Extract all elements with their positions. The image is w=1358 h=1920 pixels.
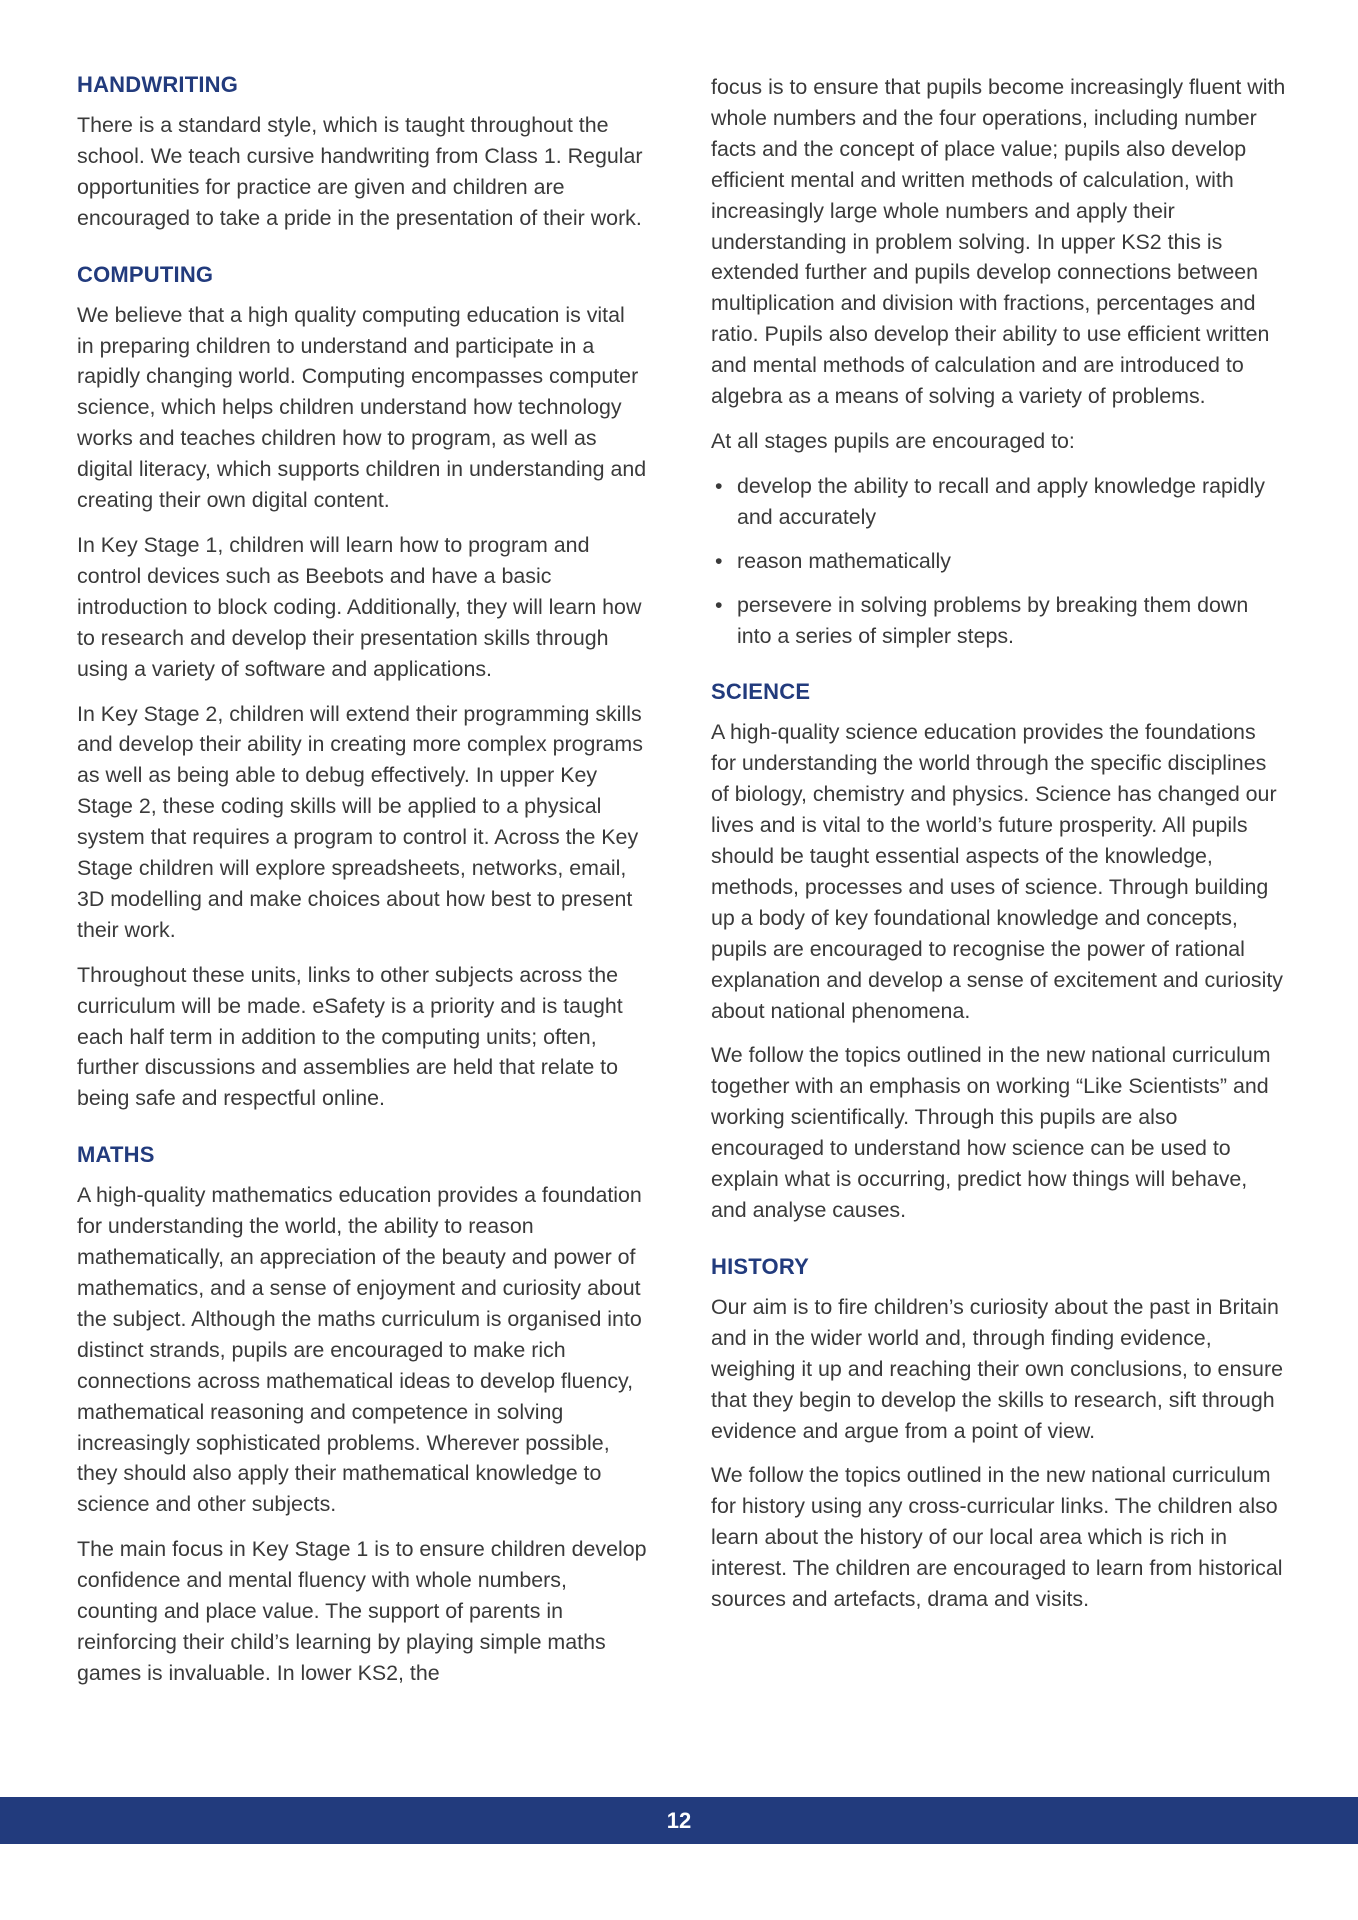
maths-continued-section: [711, 72, 1286, 651]
left-column: [77, 72, 647, 1717]
computing-paragraph-3: In Key Stage 2, children will extend their programming skills and develop their ability in creating more complex programs as well as being able to debug effectively. In upper Key Stage 2, these coding skills will be applied to a physical system that requires a program to control it. Across the Key Stage children will explore spreadsheets, networks, email, 3D modelling and make choices about how best to present their work.: [77, 701, 643, 942]
computing-paragraph-2: In Key Stage 1, children will learn how to program and control devices such as Beebots and have a basic introduction to block coding. Additionally, they will learn how to research and develop their presentation skills through using a variety of software and applications.: [77, 532, 642, 681]
maths-stages-intro: At all stages pupils are encouraged to:: [711, 428, 1075, 453]
computing-heading: COMPUTING: [77, 261, 214, 287]
maths-section: [77, 1142, 647, 1689]
history-heading: HISTORY: [711, 1253, 809, 1279]
list-item: • persevere in solving problems by breaking them down into a series of simpler steps.: [711, 590, 1286, 652]
computing-paragraph-4: Throughout these units, links to other subjects across the curriculum will be made. eSafety is a priority and is taught each half term in addition to the computing units; often, further discussions and assemblies are held that relate to being safe and respectful online.: [77, 962, 623, 1111]
maths-bullet-list: [711, 471, 1286, 652]
computing-section: [77, 262, 647, 1115]
handwriting-section: [77, 72, 647, 234]
maths-heading: MATHS: [77, 1142, 155, 1168]
history-paragraph-2: We follow the topics outlined in the new national curriculum for history using any cross-curricular links. The children also learn about the history of our local area which is rich in interest. The children are encouraged to learn from historical sources and artefacts, drama and visits.: [711, 1463, 1283, 1612]
maths-paragraph-2: The main focus in Key Stage 1 is to ensure children develop confidence and mental fluency with whole numbers, counting and place value. The support of parents in reinforcing their child’s learning by playing simple maths games is invaluable. In lower KS2, the: [77, 1537, 647, 1685]
maths-paragraph-1: A high-quality mathematics education provides a foundation for understanding the world, the ability to reason mathematically, an appreciation of the beauty and power of mathematics, and a sense of enjoyment and curiosity about the subject. Although the maths curriculum is organised into distinct strands, pupils are encouraged to make rich connections across mathematical ideas to develop fluency, mathematical reasoning and competence in solving increasingly sophisticated problems. Wherever possible, they should also apply their mathematical knowledge to science and other subjects.: [77, 1183, 642, 1517]
list-item: • reason mathematically: [711, 546, 1286, 577]
handwriting-heading: HANDWRITING: [77, 72, 239, 97]
science-section: [711, 679, 1286, 1226]
history-section: [711, 1254, 1286, 1615]
science-heading: SCIENCE: [711, 679, 811, 705]
list-item: • develop the ability to recall and apply knowledge rapidly and accurately: [711, 471, 1286, 533]
right-column: [711, 72, 1286, 1643]
science-paragraph-2: We follow the topics outlined in the new national curriculum together with an emphasis on working “Like Scientists” and working scientifically. Through this pupils are also encouraged to understand how science can be used to explain what is occurring, predict how things will behave, and analyse causes.: [711, 1043, 1271, 1222]
maths-paragraph-2-continued: focus is to ensure that pupils become increasingly fluent with whole numbers and the four operations, including number facts and the concept of place value; pupils also develop efficient mental and written methods of calculation, with increasingly large whole numbers and apply their understanding in problem solving. In upper KS2 this is extended further and pupils develop connections between multiplication and division with fractions, percentages and ratio. Pupils also develop their ability to use efficient written and mental methods of calculation and are introduced to algebra as a means of solving a variety of problems.: [711, 75, 1286, 409]
footer-bar: [0, 1797, 1358, 1844]
computing-paragraph-1: We believe that a high quality computing education is vital in preparing children to understand and participate in a rapidly changing world. Computing encompasses computer science, which helps children understand how technology works and teaches children how to program, as well as digital literacy, which supports children in understanding and creating their own digital content.: [77, 302, 647, 513]
history-paragraph-1: Our aim is to fire children’s curiosity about the past in Britain and in the wider world and, through finding evidence, weighing it up and reaching their own conclusions, to ensure that they begin to develop the skills to research, sift through evidence and argue from a point of view.: [711, 1294, 1283, 1443]
science-paragraph-1: A high-quality science education provides the foundations for understanding the world through the specific disciplines of biology, chemistry and physics. Science has changed our lives and is vital to the world’s future prosperity. All pupils should be taught essential aspects of the knowledge, methods, processes and uses of science. Through building up a body of key foundational knowledge and concepts, pupils are encouraged to recognise the power of rational explanation and develop a sense of excitement and curiosity about national phenomena.: [711, 720, 1283, 1023]
page-number: 12: [666, 1807, 692, 1833]
handwriting-paragraph: There is a standard style, which is taught throughout the school. We teach cursive handwriting from Class 1. Regular opportunities for practice are given and children are encouraged to take a pride in the presentation of their work.: [77, 113, 643, 230]
